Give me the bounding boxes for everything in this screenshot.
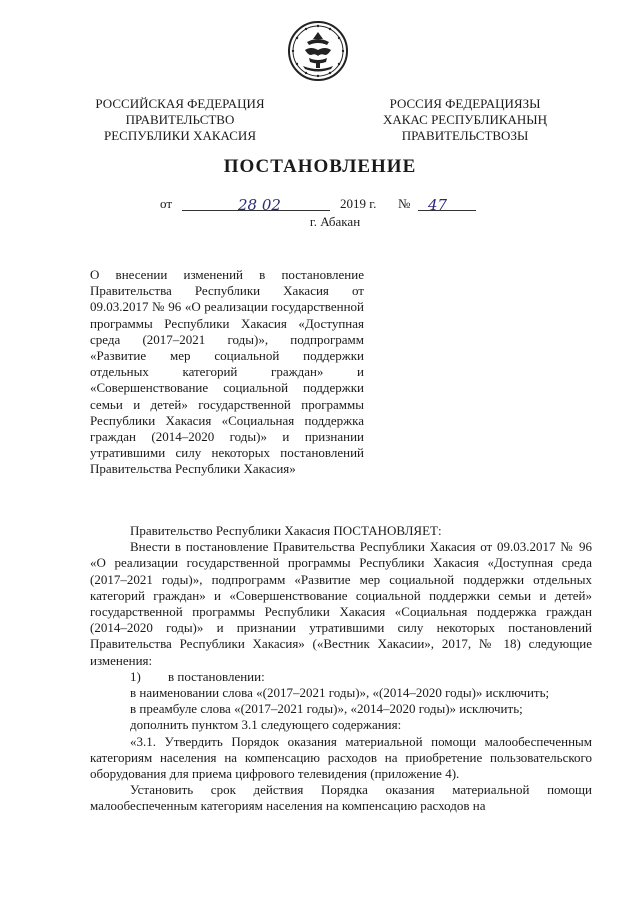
subitem-name: в наименовании слова «(2017–2021 годы)», «(2014–2020 годы)» исключить; bbox=[130, 685, 550, 701]
coat-of-arms-icon bbox=[287, 20, 349, 82]
subitem-add-clause: дополнить пунктом 3.1 следующего содержания: bbox=[130, 717, 402, 733]
handwritten-date: 28 02 bbox=[238, 196, 281, 214]
paragraph-validity: Установить срок действия Порядка оказания материальной помощи малообеспеченным категориям населения на компенсацию расходов на bbox=[90, 782, 592, 814]
paragraph-clause-3-1: «3.1. Утвердить Порядок оказания материальной помощи малообеспеченным категориям населения на компенсацию расходов на приобретение пользовательского оборудования для приема цифрового телевидения (приложение 4). bbox=[90, 733, 592, 782]
number-sign: № bbox=[398, 196, 411, 211]
city-label: г. Абакан bbox=[309, 214, 361, 229]
date-line bbox=[160, 196, 500, 214]
header-left-line-3: РЕСПУБЛИКИ ХАКАСИЯ bbox=[103, 128, 256, 143]
date-prefix: от bbox=[160, 196, 173, 211]
header-right bbox=[350, 96, 580, 144]
document-subject: О внесении изменений в постановление Правительства Республики Хакасия от 09.03.2017 № 96 «О реализации государственной программы Республики Хакасия «Доступная среда (2017–2021 годы)», подпрограмм «Развитие мер социальной поддержки отдельных категорий граждан» и «Совершенствование социальной поддержки семьи и детей» государственной программы Республики Хакасия «Социальная поддержка граждан (2014–2020 годы)» и признании утратившими силу некоторых постановлений Правительства Республики Хакасия» bbox=[90, 267, 364, 477]
item-1-text: в постановлении: bbox=[168, 668, 265, 684]
paragraph-amendments: Внести в постановление Правительства Республики Хакасия от 09.03.2017 № 96 «О реализации государственной программы Республики Хакасия «Доступная среда (2017–2021 годы)», подпрограмм «Развитие мер социальной поддержки отдельных категорий граждан» и «Совершенствование социальной поддержки семьи и детей» государственной программы Республики Хакасия «Социальная поддержка граждан (2014–2020 годы)» и признании утратившими силу некоторых постановлений Правительства Республики Хакасия» («Вестник Хакасии», 2017, № 18) следующие изменения: bbox=[90, 539, 592, 668]
header-right-line-1: РОССИЯ ФЕДЕРАЦИЯЗЫ bbox=[389, 96, 541, 111]
header-right-line-2: ХАКАС РЕСПУБЛИКАНЫҢ bbox=[382, 112, 548, 127]
subitem-preamble: в преамбуле слова «(2017–2021 годы)», «2014–2020 годы)» исключить; bbox=[130, 701, 523, 717]
paragraph-resolves: Правительство Республики Хакасия ПОСТАНОВЛЯЕТ: bbox=[130, 523, 442, 538]
header-right-line-3: ПРАВИТЕЛЬСТВОЗЫ bbox=[401, 128, 529, 143]
document-body bbox=[90, 523, 592, 815]
item-1-number: 1) bbox=[130, 668, 141, 684]
date-year: 2019 г. bbox=[340, 196, 377, 211]
document-title: ПОСТАНОВЛЕНИЕ bbox=[223, 156, 417, 177]
item-1 bbox=[90, 669, 592, 685]
header-left bbox=[70, 96, 290, 144]
handwritten-number: 47 bbox=[428, 196, 448, 214]
header-left-line-1: РОССИЙСКАЯ ФЕДЕРАЦИЯ bbox=[95, 96, 265, 111]
header-left-line-2: ПРАВИТЕЛЬСТВО bbox=[125, 112, 235, 127]
